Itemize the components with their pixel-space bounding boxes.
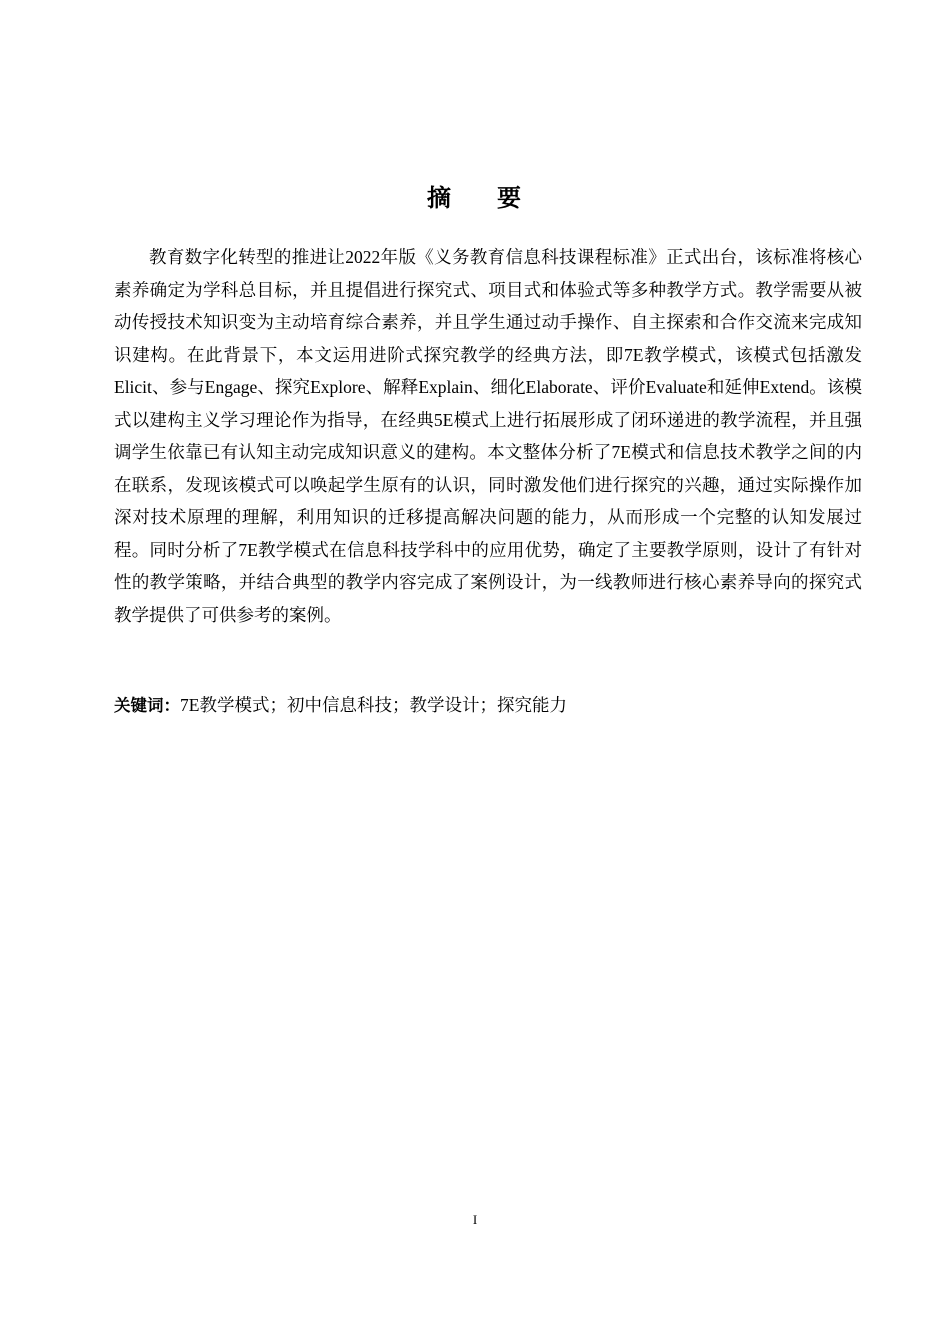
keywords-value: 7E教学模式；初中信息科技；教学设计；探究能力 (180, 695, 567, 715)
keywords-line (114, 689, 862, 722)
page-number: I (472, 1212, 478, 1227)
abstract-body: 教育数字化转型的推进让2022年版《义务教育信息科技课程标准》正式出台，该标准将核心素养确定为学科总目标，并且提倡进行探究式、项目式和体验式等多种教学方式。教学需要从被动传授技术知识变为主动培育综合素养，并且学生通过动手操作、自主探索和合作交流来完成知识建构。在此背景下，本文运用进阶式探究教学的经典方法，即7E教学模式，该模式包括激发Elicit、参与Engage、探究Explore、解释Explain、细化Elaborate、评价Evaluate和延伸Extend。该模式以建构主义学习理论作为指导，在经典5E模式上进行拓展形成了闭环递进的教学流程，并且强调学生依靠已有认知主动完成知识意义的建构。本文整体分析了7E模式和信息技术教学之间的内在联系，发现该模式可以唤起学生原有的认识，同时激发他们进行探究的兴趣，通过实际操作加深对技术原理的理解，利用知识的迁移提高解决问题的能力，从而形成一个完整的认知发展过程。同时分析了7E教学模式在信息科技学科中的应用优势，确定了主要教学原则，设计了有针对性的教学策略，并结合典型的教学内容完成了案例设计，为一线教师进行核心素养导向的探究式教学提供了可供参考的案例。 (114, 247, 862, 625)
abstract-heading-char-2: 要 (497, 184, 523, 212)
abstract-heading (0, 178, 950, 213)
abstract-heading-char-1: 摘 (427, 184, 453, 212)
keywords-label: 关键词： (114, 696, 180, 715)
